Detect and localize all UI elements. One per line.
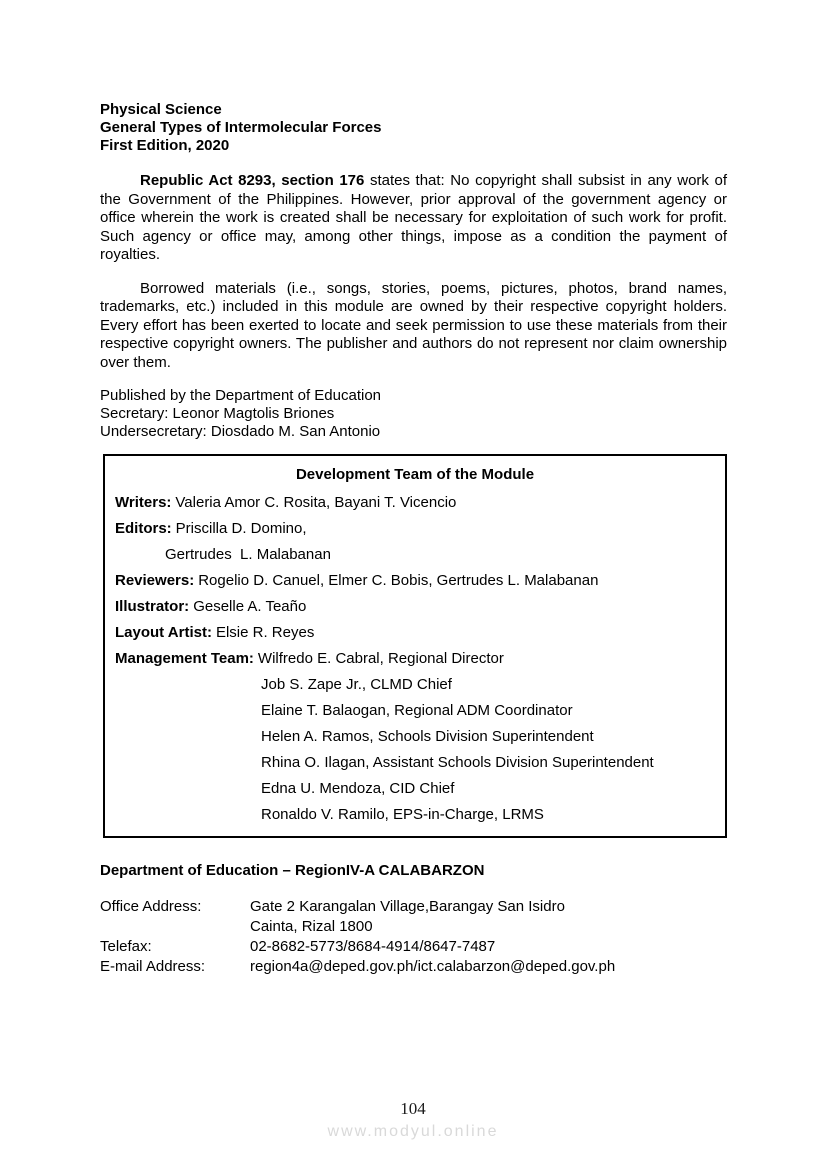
management-member-3: Elaine T. Balaogan, Regional ADM Coordinator xyxy=(261,702,573,719)
editor-continuation-name: Gertrudes L. Malabanan xyxy=(165,546,331,563)
management-member-2: Job S. Zape Jr., CLMD Chief xyxy=(261,676,452,693)
copyright-paragraph-1 xyxy=(100,172,727,265)
dev-team-row-management-3 xyxy=(115,702,715,720)
dev-team-row-editor-continuation xyxy=(115,546,715,564)
office-address-label-blank xyxy=(100,917,250,937)
undersecretary-line: Undersecretary: Diosdado M. San Antonio xyxy=(100,423,381,440)
dev-team-row-management-2 xyxy=(115,676,715,694)
office-address-label: Office Address: xyxy=(100,898,202,915)
page-number: 104 xyxy=(400,1099,426,1118)
dev-team-row-management-5 xyxy=(115,754,715,772)
dev-team-row-editors xyxy=(115,520,715,538)
illustrator-name: Geselle A. Teaño xyxy=(193,598,307,615)
dev-team-row-management-4 xyxy=(115,728,715,746)
email-row xyxy=(100,957,727,977)
module-header xyxy=(100,101,727,155)
secretary-line: Secretary: Leonor Magtolis Briones xyxy=(100,405,335,422)
region-office-heading: Department of Education – RegionIV-A CALABARZON xyxy=(100,862,485,879)
management-team-label: Management Team: xyxy=(115,650,254,667)
writers-label: Writers: xyxy=(115,494,172,511)
development-team-box xyxy=(103,454,727,838)
office-address-value-2: Cainta, Rizal 1800 xyxy=(250,918,373,935)
dev-team-row-reviewers xyxy=(115,572,715,590)
republic-act-lead: Republic Act 8293, section 176 xyxy=(140,172,365,189)
published-by-line: Published by the Department of Education xyxy=(100,387,382,404)
page-footer xyxy=(0,1100,826,1141)
office-address-value: Gate 2 Karangalan Village,Barangay San Isidro xyxy=(250,898,565,915)
copyright-paragraph-2: Borrowed materials (i.e., songs, stories, poems, pictures, photos, brand names, trademarks, etc.) included in this module are owned by their respective copyright holders. Every effort has been exerted to locate and seek permission to use these materials from their respective copyright owners. The publisher and authors do not represent nor claim ownership over them. xyxy=(100,279,727,371)
email-label: E-mail Address: xyxy=(100,958,206,975)
writers-names: Valeria Amor C. Rosita, Bayani T. Vicencio xyxy=(175,494,457,511)
publisher-block xyxy=(100,387,727,441)
development-team-title: Development Team of the Module xyxy=(295,466,535,483)
telefax-value: 02-8682-5773/8684-4914/8647-7487 xyxy=(250,938,496,955)
header-subject: Physical Science xyxy=(100,101,222,118)
dev-team-row-management-7 xyxy=(115,806,715,824)
dev-team-row-management xyxy=(115,650,715,668)
illustrator-label: Illustrator: xyxy=(115,598,190,615)
header-module-title: General Types of Intermolecular Forces xyxy=(100,119,382,136)
copyright-paragraph-1-body: states that: No copyright shall subsist in any work of the Government of the Philippines. However, prior approval of the government agency or office wherein the work is created shall be necessary for exploitation of such work for profit. Such agency or office may, among other things, impose as a condition the payment of royalties. xyxy=(100,172,727,263)
editors-label: Editors: xyxy=(115,520,172,537)
management-member-4: Helen A. Ramos, Schools Division Superintendent xyxy=(261,728,594,745)
dev-team-row-illustrator xyxy=(115,598,715,616)
editors-names: Priscilla D. Domino, xyxy=(175,520,307,537)
management-member-6: Edna U. Mendoza, CID Chief xyxy=(261,780,455,797)
management-member-1: Wilfredo E. Cabral, Regional Director xyxy=(257,650,504,667)
reviewers-names: Rogelio D. Canuel, Elmer C. Bobis, Gertrudes L. Malabanan xyxy=(198,572,599,589)
telefax-row xyxy=(100,937,727,957)
header-edition: First Edition, 2020 xyxy=(100,137,230,154)
layout-artist-label: Layout Artist: xyxy=(115,624,212,641)
dev-team-row-management-6 xyxy=(115,780,715,798)
watermark-text: www.modyul.online xyxy=(327,1123,499,1140)
office-address-row-2 xyxy=(100,917,727,937)
telefax-label: Telefax: xyxy=(100,938,152,955)
management-member-7: Ronaldo V. Ramilo, EPS-in-Charge, LRMS xyxy=(261,806,544,823)
management-member-5: Rhina O. Ilagan, Assistant Schools Division Superintendent xyxy=(261,754,654,771)
page-content xyxy=(100,101,727,977)
email-value: region4a@deped.gov.ph/ict.calabarzon@deped.gov.ph xyxy=(250,958,616,975)
office-address-row xyxy=(100,897,727,917)
office-contact-block xyxy=(100,897,727,977)
layout-artist-name: Elsie R. Reyes xyxy=(215,624,315,641)
dev-team-row-layout-artist xyxy=(115,624,715,642)
reviewers-label: Reviewers: xyxy=(115,572,195,589)
dev-team-row-writers xyxy=(115,494,715,512)
